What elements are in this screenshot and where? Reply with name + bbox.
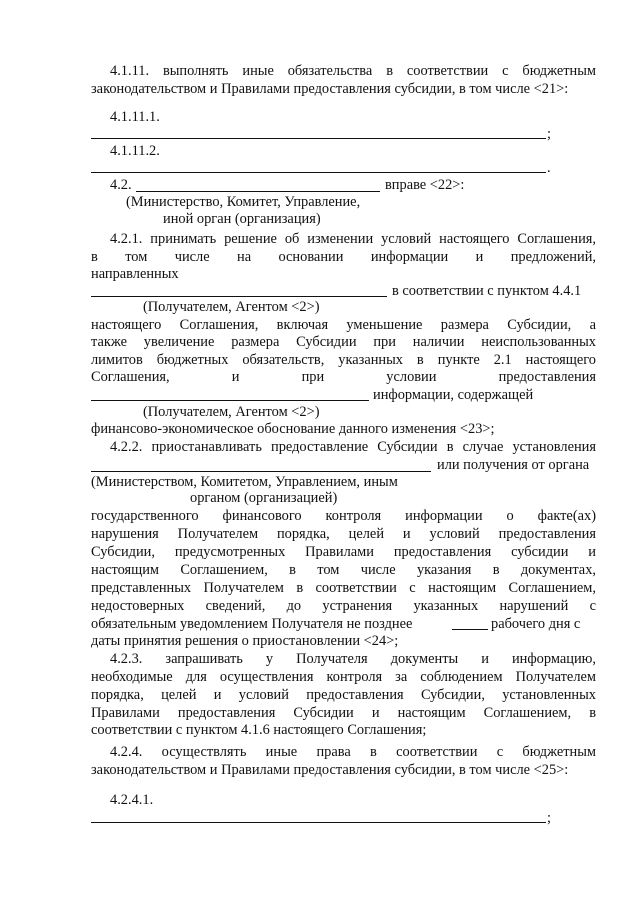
para-4-2-number: 4.2. xyxy=(110,177,132,193)
hint-authority-2-line1: (Министерством, Комитетом, Управлением, иным xyxy=(91,474,398,490)
para-4-2-2-line10: даты принятия решения о приостановлении <24>; xyxy=(91,633,399,649)
para-4-2-3-line5: соответствии с пунктом 4.1.6 настоящего Соглашения; xyxy=(91,722,427,738)
para-4-2-2-line2: или получения от органа xyxy=(437,457,590,473)
para-4-1-11-line1: 4.1.11. выполнять иные обязательства в соответствии с бюджетным xyxy=(110,63,596,79)
hint-authority-line2: иной орган (организация) xyxy=(163,211,321,227)
blank-authority-2[interactable] xyxy=(91,471,431,472)
para-4-2-1-line4: в соответствии с пунктом 4.4.1 xyxy=(392,283,582,299)
para-4-2-3-line4: Правилами предоставления Субсидии и настоящим Соглашением, в xyxy=(91,705,596,721)
blank-line-4-2-4-1[interactable] xyxy=(91,822,546,823)
para-4-1-11-1: 4.1.11.1. xyxy=(110,109,160,125)
para-4-2-3-line3: порядка, целей и условий предоставления Субсидии, установленных xyxy=(91,687,596,703)
para-4-2-1-line6: также увеличение размера Субсидии при наличии неиспользованных xyxy=(91,334,596,350)
para-4-2-2-line6: настоящим Соглашением, в том числе указания в документах, xyxy=(91,562,596,578)
para-4-2-2-line9a: обязательным уведомлением Получателя не позднее xyxy=(91,616,413,632)
para-4-1-11-2: 4.1.11.2. xyxy=(110,143,160,159)
para-4-2-2-line3: государственного финансового контроля информации о факте(ах) xyxy=(91,508,596,524)
para-4-2-2-line7: представленных Получателем в соответствии с настоящим Соглашением, xyxy=(91,580,596,596)
para-4-2-1-line2: в том числе на основании информации и предложений, xyxy=(91,249,596,265)
para-4-2-3-line2: необходимые для осуществления контроля за соблюдением Получателем xyxy=(91,669,596,685)
para-4-2-4-line2: законодательством и Правилами предоставления субсидии, в том числе <25>: xyxy=(91,762,569,778)
blank-days[interactable] xyxy=(452,629,488,630)
hint-authority-line1: (Министерство, Комитет, Управление, xyxy=(126,194,361,210)
para-4-2-2-line5: Субсидии, предусмотренных Правилами предоставления субсидии и xyxy=(91,544,596,560)
blank-end-mark: ; xyxy=(547,126,551,142)
blank-recipient-2[interactable] xyxy=(91,400,369,401)
blank-line-4-1-11-2[interactable] xyxy=(91,172,546,173)
blank-end-mark: . xyxy=(547,160,551,176)
blank-authority-name[interactable] xyxy=(136,191,380,192)
para-4-2-2-line4: нарушения Получателем порядка, целей и условий предоставления xyxy=(91,526,596,542)
para-4-2-1-line1: 4.2.1. принимать решение об изменении условий настоящего Соглашения, xyxy=(110,231,596,247)
para-4-2-3-line1: 4.2.3. запрашивать у Получателя документы и информацию, xyxy=(110,651,596,667)
hint-recipient-2: (Получателем, Агентом <2>) xyxy=(143,404,320,420)
para-4-2-1-line5: настоящего Соглашения, включая уменьшение размера Субсидии, а xyxy=(91,317,596,333)
blank-line-4-1-11-1[interactable] xyxy=(91,138,546,139)
para-4-2-1-line10: финансово-экономическое обоснование данного изменения <23>; xyxy=(91,421,495,437)
hint-recipient: (Получателем, Агентом <2>) xyxy=(143,299,320,315)
para-4-2-1-line3: направленных xyxy=(91,266,179,282)
blank-end-mark: ; xyxy=(547,810,551,826)
para-4-2-2-line9b: рабочего дня с xyxy=(491,616,581,632)
hint-authority-2-line2: органом (организацией) xyxy=(190,490,338,506)
para-4-2-2-line8: недостоверных сведений, до устранения указанных нарушений с xyxy=(91,598,596,614)
para-4-2-2-line1: 4.2.2. приостанавливать предоставление Субсидии в случае установления xyxy=(110,439,596,455)
para-4-2-text: вправе <22>: xyxy=(385,177,465,193)
para-4-2-4-1: 4.2.4.1. xyxy=(110,792,154,808)
blank-recipient[interactable] xyxy=(91,296,387,297)
para-4-1-11-line2: законодательством и Правилами предоставления субсидии, в том числе <21>: xyxy=(91,81,569,97)
para-4-2-1-line8: Соглашения, и при условии предоставления xyxy=(91,369,596,385)
para-4-2-1-line9: информации, содержащей xyxy=(373,387,534,403)
para-4-2-4-line1: 4.2.4. осуществлять иные права в соответствии с бюджетным xyxy=(110,744,596,760)
para-4-2-1-line7: лимитов бюджетных обязательств, указанных в пункте 2.1 настоящего xyxy=(91,352,596,368)
